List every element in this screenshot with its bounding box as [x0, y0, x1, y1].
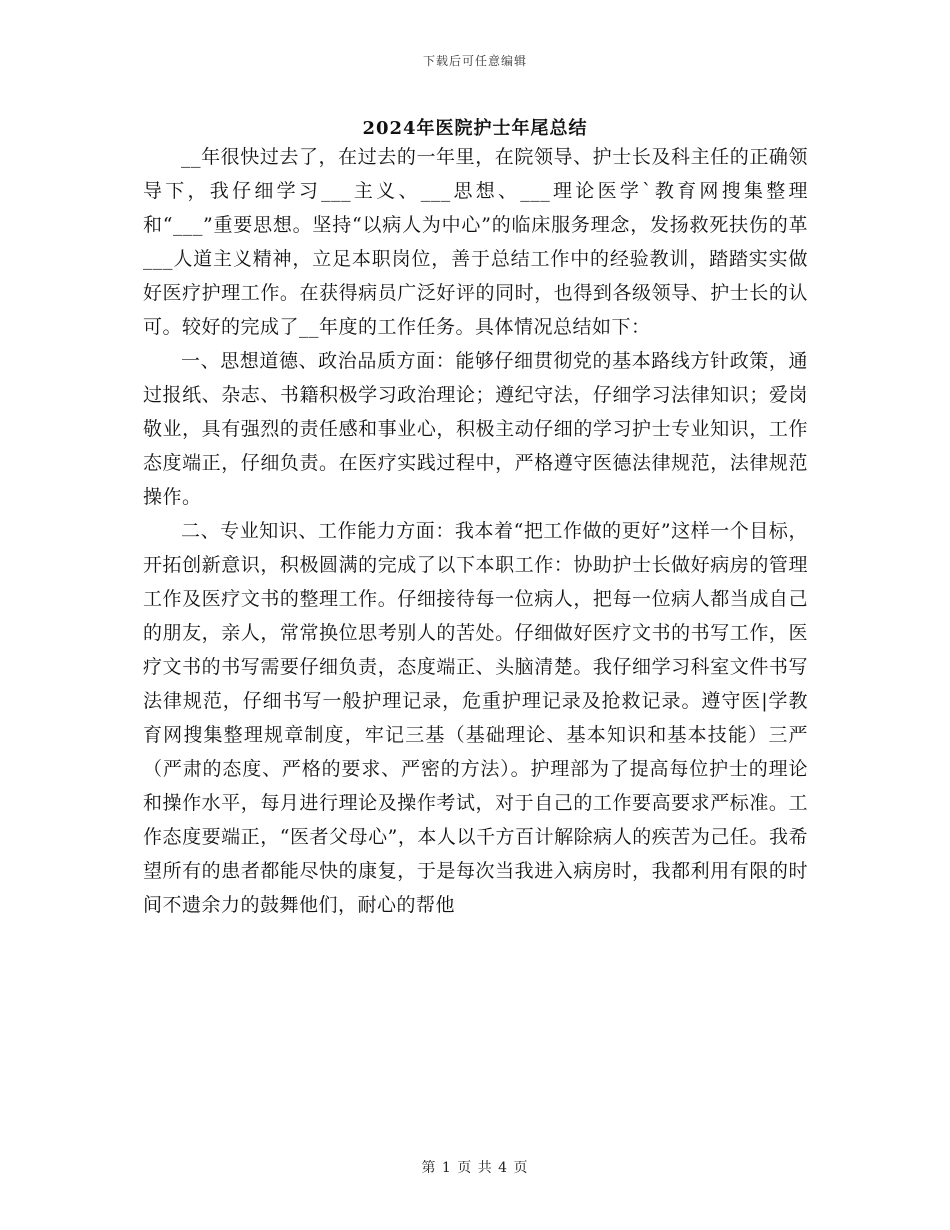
document-title: 2024年医院护士年尾总结 — [362, 118, 588, 139]
paragraph-ideology: 一、思想道德、政治品质方面：能够仔细贯彻党的基本路线方针政策，通过报纸、杂志、书籍积极学习政治理论；遵纪守法，仔细学习法律知识；爱岗敬业，具有强烈的责任感和事业心，积极主动仔细的学习护士专业知识，工作态度端正，仔细负责。在医疗实践过程中，严格遵守医德法律规范，法律规范操作。 — [143, 350, 808, 508]
document-body — [143, 140, 808, 922]
page-header-note: 下载后可任意编辑 — [422, 54, 527, 68]
page-number-footer: 第 1 页 共 4 页 — [421, 1160, 529, 1176]
paragraph-professional: 二、专业知识、工作能力方面：我本着“把工作做的更好”这样一个目标，开拓创新意识，积极圆满的完成了以下本职工作：协助护士长做好病房的管理工作及医疗文书的整理工作。仔细接待每一位病人，把每一位病人都当成自己的朋友，亲人，常常换位思考别人的苦处。仔细做好医疗文书的书写工作，医疗文书的书写需要仔细负责，态度端正、头脑清楚。我仔细学习科室文件书写法律规范，仔细书写一般护理记录，危重护理记录及抢救记录。遵守医|学教育网搜集整理规章制度，牢记三基（基础理论、基本知识和基本技能）三严（严肃的态度、严格的要求、严密的方法）。护理部为了提高每位护士的理论和操作水平，每月进行理论及操作考试，对于自己的工作要高要求严标准。工作态度要端正，“医者父母心”，本人以千方百计解除病人的疾苦为己任。我希望所有的患者都能尽快的康复，于是每次当我进入病房时，我都利用有限的时间不遗余力的鼓舞他们，耐心的帮他 — [143, 520, 808, 916]
paragraph-intro: __年很快过去了，在过去的一年里，在院领导、护士长及科主任的正确领导下，我仔细学习___主义、___思想、___理论医学`教育网搜集整理和“___”重要思想。坚持“以病人为中心”的临床服务理念，发扬救死扶伤的革___人道主义精神，立足本职岗位，善于总结工作中的经验教训，踏踏实实做好医疗护理工作。在获得病员广泛好评的同时，也得到各级领导、护士长的认可。较好的完成了__年度的工作任务。具体情况总结如下： — [143, 146, 808, 338]
